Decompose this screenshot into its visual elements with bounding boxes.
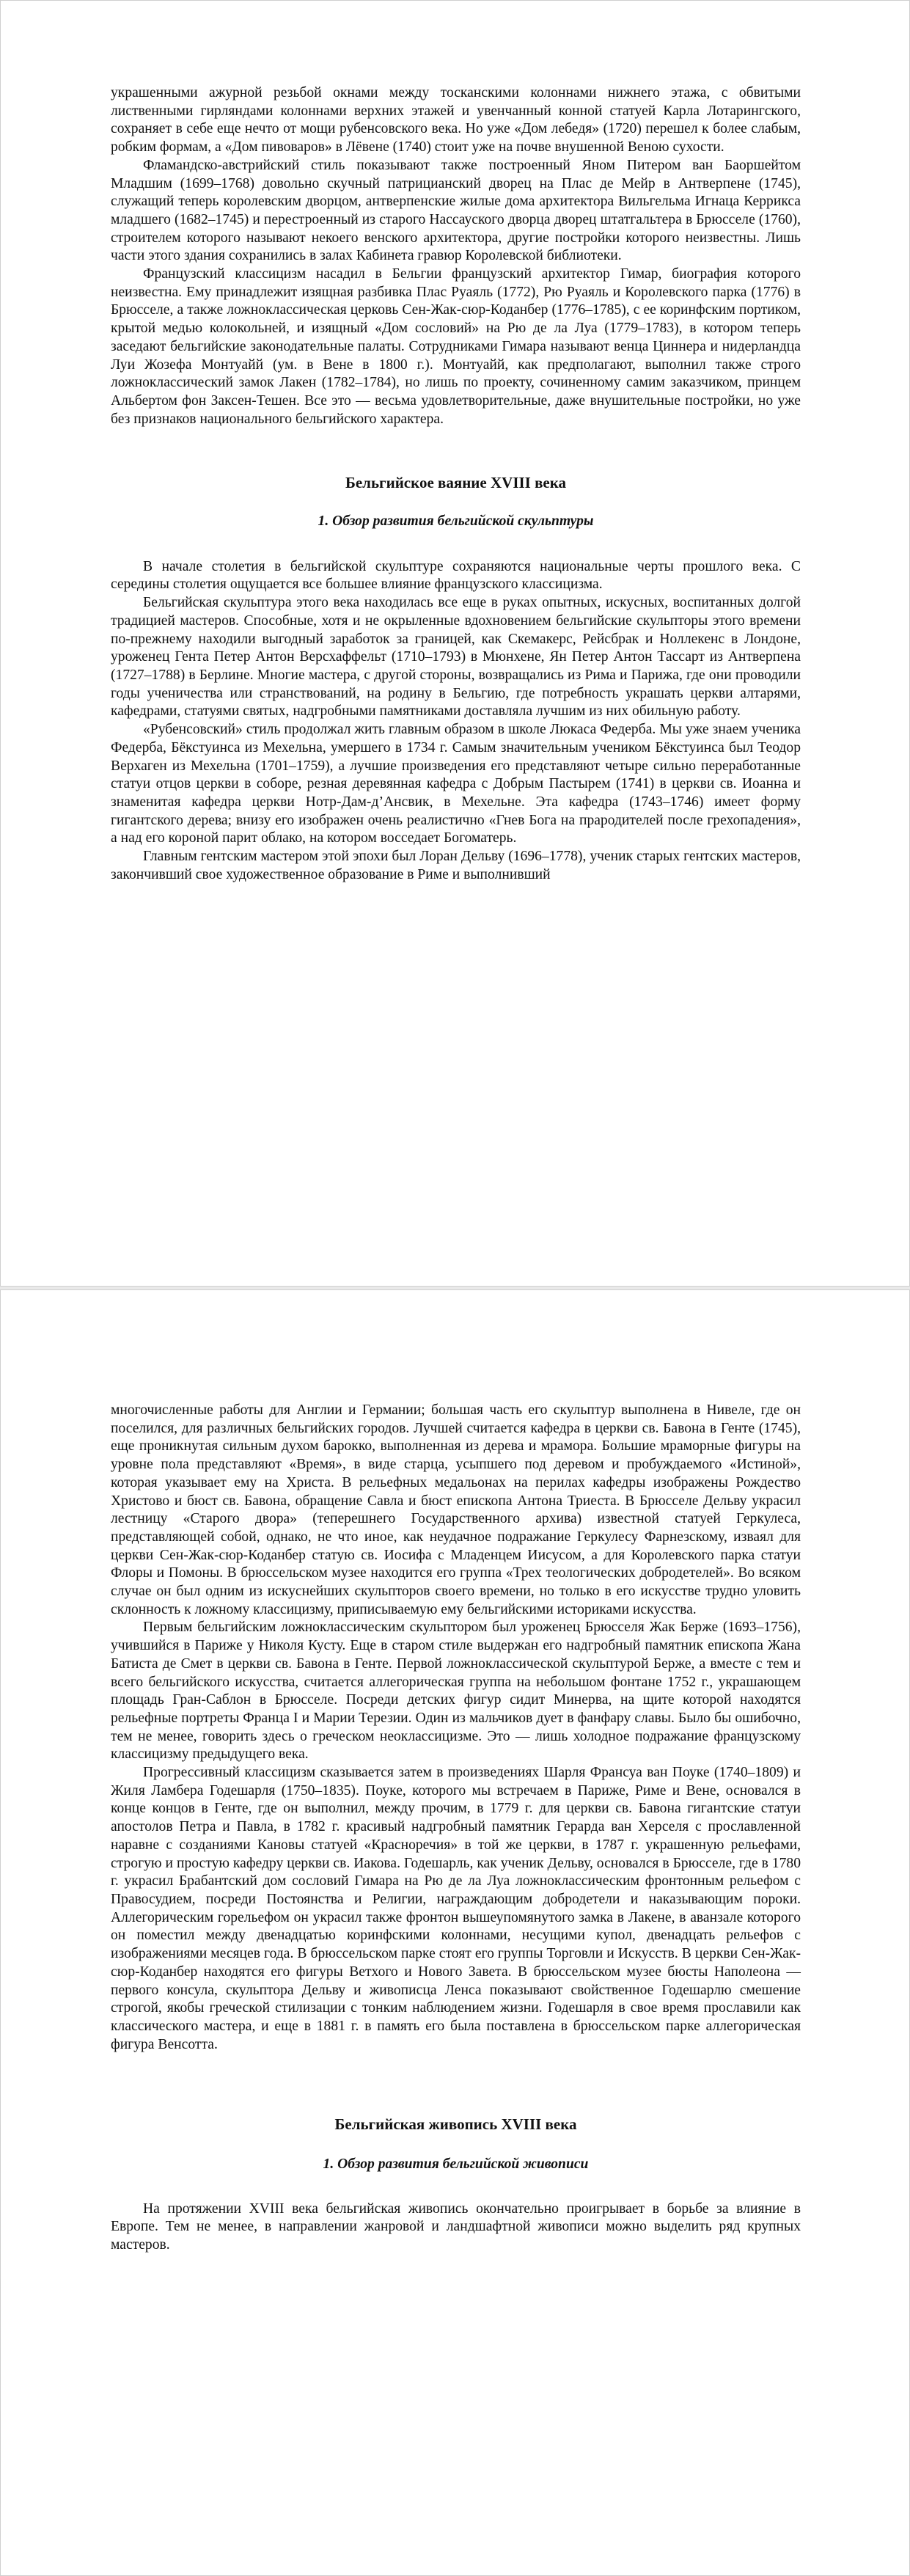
paragraph: На протяжении XVIII века бельгийская живопись окончательно проигрывает в борьбе за влияние в Европе. Тем не менее, в направлении жанровой и ландшафтной живописи можно выделить ряд крупных мастеров.	[111, 2200, 801, 2253]
paragraph: Главным гентским мастером этой эпохи был Лоран Дельву (1696–1778), ученик старых гентских мастеров, закончивший свое художественное образование в Риме и выполнивший	[111, 849, 801, 882]
page-2	[0, 1289, 910, 2576]
page-2-content	[111, 1402, 801, 2255]
paragraph: Фламандско-австрийский стиль показывают также построенный Яном Питером ван Баоршейтом Младшим (1699–1768) довольно скучный патрицианский дворец на Плас де Мейр в Антверпене (1745), служащий теперь королевским дворцом, антверпенские жилые дома архитектора Вильгельма Игнаца Керрикса младшего (1682–1745) и перестроенный из старого Нассауского дворца дворец штатгальтера в Брюсселе (1760), строителем которого называют некоего венского архитектора, другие постройки которого неизвестны. Лишь части этого здания сохранились в залах Кабинета гравюр Королевской библиотеки.	[111, 157, 801, 264]
paragraph: многочисленные работы для Англии и Германии; большая часть его скульптур выполнена в Нивеле, где он поселился, для различных бельгийских городов. Лучшей считается кафедра в церкви св. Бавона в Генте (1745), еще проникнутая сильным духом барокко, выполненная из дерева и мрамора. Большие мраморные фигуры на уровне пола представляют «Время», в виде старца, усыпшего под деревом и пробуждаемого «Истиной», которая указывает ему на Христа. В рельефных медальонах на перилах кафедры изображены Рождество Христово и бюст св. Бавона, обращение Савла и бюст епископа Антона Триеста. В Брюсселе Дельву украсил лестницу «Старого двора» (теперешнего Государственного архива) известной статуей Геркулеса, представляющей собой, однако, не что иное, как неудачное подражание Геркулесу Фарнезскому, изваял для церкви Сен-Жак-сюр-Коданбер статую св. Иосифа с Младенцем Иисусом, а для Королевского парка статуи Флоры и Помоны. В брюссельском музее находится его группа «Трех теологических добродетелей». Во всяком случае он был одним из искуснейших скульпторов своего времени, но только в его искусстве трудно уловить склонность к ложному классицизму, приписываемую ему бельгийскими историками искусства.	[111, 1402, 801, 1617]
paragraph: «Рубенсовский» стиль продолжал жить главным образом в школе Люкаса Федерба. Мы уже знаем ученика Федерба, Бёкстуинса из Мехельна, умершего в 1734 г. Самым значительным учеником Бёкстуинса был Теодор Верхаген из Мехельна (1701–1759), а лучшие произведения его представляют четыре сильно переработанные статуи отцов церкви в соборе, резная деревянная кафедра с Добрым Пастырем (1741) в церкви св. Иоанна и знаменитая кафедра церкви Нотр-Дам-д’Ансвик, в Мехельне. Эта кафедра (1743–1746) имеет форму гигантского дерева; внизу его изображен очень реалистично «Гнев Бога на прародителей после грехопадения», а над его короной парит облако, на котором восседает Богоматерь.	[111, 722, 801, 846]
section-heading: Бельгийское ваяние XVIII века	[345, 474, 567, 492]
paragraph: Французский классицизм насадил в Бельгии французский архитектор Гимар, биография которого неизвестна. Ему принадлежит изящная разбивка Плас Руаяль (1772), Рю Руаяль и Королевского парка (1776) в Брюсселе, а также ложноклассическая церковь Сен-Жак-сюр-Коданбер (1776–1785), с ее коринфским портиком, крытой медью колокольней, и изящный «Дом сословий» на Рю де ла Луа (1779–1783), в котором теперь заседают бельгийские законодательные палаты. Сотрудниками Гимара называют венца Циннера и нидерландца Луи Жозефа Монтуайй (ум. в Вене в 1800 г.). Монтуайй, как предполагают, выполнил также строго ложноклассический замок Лакен (1782–1784), но лишь по проекту, сочиненному самим заказчиком, принцем Альбертом фон Заксен-Тешен. Все это — весьма удовлетворительные, даже внушительные постройки, но уже без признаков национального бельгийского характера.	[111, 266, 801, 427]
page-1	[0, 0, 910, 1287]
paragraph: Первым бельгийским ложноклассическим скульптором был уроженец Брюсселя Жак Берже (1693–1756), учившийся в Париже у Николя Кусту. Еще в старом стиле выдержан его надгробный памятник епископа Жана Батиста де Смет в церкви св. Бавона в Генте. Первой ложноклассической скульптурой Берже, а вместе с тем и всего бельгийского искусства, считается аллегорическая группа на небольшом фонтане 1752 г., украшающем площадь Гран-Саблон в Брюсселе. Посреди детских фигур сидит Минерва, на щите которой находятся рельефные портреты Франца I и Марии Терезии. Один из мальчиков дует в фанфару славы. Было бы ошибочно, тем не менее, говорить здесь о греческом неоклассицизме. Это — лишь холодное подражание французскому классицизму предыдущего века.	[111, 1620, 801, 1763]
section-subheading: 1. Обзор развития бельгийской живописи	[323, 2156, 589, 2173]
paragraph: украшенными ажурной резьбой окнами между тосканскими колоннами нижнего этажа, с обвитыми лиственными гирляндами колоннами верхних этажей и увенчанный конной статуей Карла Лотарингского, сохраняет в себе еще нечто от мощи рубенсовского века. Но уже «Дом лебедя» (1720) перешел к более слабым, робким формам, а «Дом пивоваров» в Лёвене (1740) стоит уже на почве внушенной Веною сухости.	[111, 85, 801, 155]
section-heading: Бельгийская живопись XVIII века	[334, 2115, 577, 2134]
page-1-content	[111, 84, 801, 884]
paragraph: Прогрессивный классицизм сказывается затем в произведениях Шарля Франсуа ван Поуке (1740–1809) и Жиля Ламбера Годешарля (1750–1835). Поуке, которого мы встречаем в Париже, Риме и Вене, основался в конце концов в Генте, где он выполнил, между прочим, в 1779 г. для церкви св. Бавона гигантские статуи апостолов Петра и Павла, в 1782 г. красивый надгробный памятник Герарда ван Херселя с прославленной наравне с созданиями Кановы статуей «Красноречия» в той же церкви, в 1787 г. украшенную рельефами, строгую и простую кафедру церкви св. Иакова. Годешарль, как ученик Дельву, основался в Брюсселе, где в 1780 г. украсил Брабантский дом сословий Гимара на Рю де ла Луа ложноклассическим фронтонным рельефом с Правосудием, посреди Постоянства и Религии, награждающим добродетели и наказывающим пороки. Аллегорическим горельефом он украсил также фронтон вышеупомянутого замка в Лакене, в аванзале которого он поместил между двенадцатью коринфскими колоннами, несущими купол, двенадцать рельефов с изображениями месяцев года. В брюссельском парке стоят его группы Торговли и Искусств. В церкви Сен-Жак-сюр-Коданбер находятся его фигуры Ветхого и Нового Завета. В брюссельском музее бюсты Наполеона — первого консула, скульптора Дельву и живописца Ленса показывают свойственное Годешарлю смешение строгой, якобы греческой стилизации с тонким наблюдением жизни. Годешарля в свое время прославили как классического мастера, и еще в 1881 г. в память его была поставлена в брюссельском парке аллегорическая фигура Венсотта.	[111, 1765, 801, 2052]
section-subheading: 1. Обзор развития бельгийской скульптуры	[318, 513, 594, 530]
paragraph: В начале столетия в бельгийской скульптуре сохраняются национальные черты прошлого века. С середины столетия ощущается все большее влияние французского классицизма.	[111, 558, 801, 593]
paragraph: Бельгийская скульптура этого века находилась все еще в руках опытных, искусных, воспитанных долгой традицией мастеров. Способные, хотя и не окрыленные вдохновением бельгийские скульпторы этого времени по-прежнему находили выгодный заработок за границей, как Скемакерс, Рейсбрак и Ноллекенс в Лондоне, уроженец Гента Петер Антон Версхаффельт (1710–1793) в Мюнхене, Ян Петер Антон Тассарт из Антверпена (1727–1788) в Берлине. Многие мастера, с другой стороны, возвращались из Рима и Парижа, где они проводили годы ученичества или странствований, на родину в Бельгию, где потребность украшать церкви алтарями, кафедрами, статуями святых, надгробными памятниками доставляла лучшим из них обильную работу.	[111, 595, 801, 720]
